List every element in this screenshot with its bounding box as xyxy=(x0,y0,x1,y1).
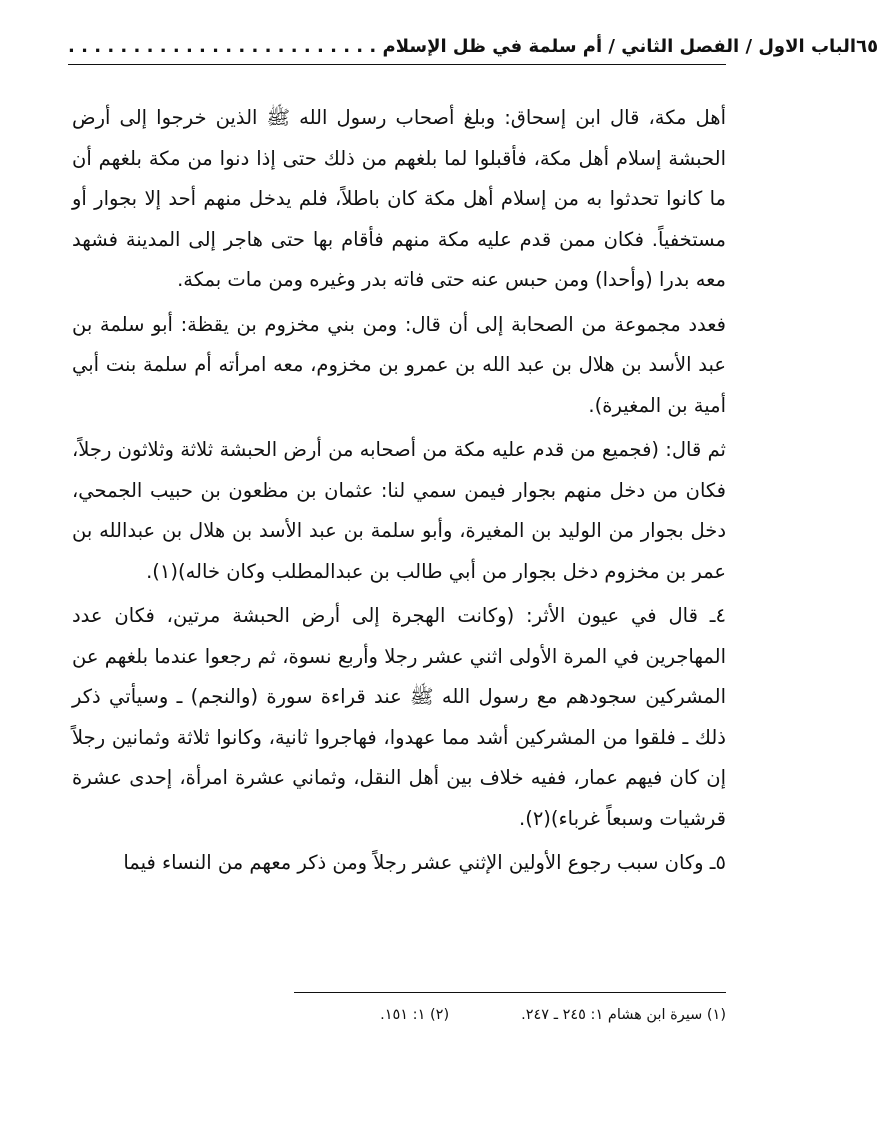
header-leader-dots: . . . . . . . . . . . . . . . . . . . . . . . . xyxy=(68,35,377,57)
paragraph-2: فعدد مجموعة من الصحابة إلى أن قال: ومن بني مخزوم بن يقظة: أبو سلمة بن عبد الأسد بن هلال بن عبد الله بن عمرو بن مخزوم، معه امرأته أم سلمة بنت أبي أمية بن المغيرة). xyxy=(72,312,726,417)
page-number: ٦٥ xyxy=(856,35,878,57)
header-title-text: الباب الاول / الفصل الثاني / أم سلمة في ظل الإسلام xyxy=(382,35,857,57)
footnote-divider xyxy=(294,992,726,993)
footnote-1: (١) سيرة ابن هشام ١: ٢٤٥ ـ ٢٤٧. xyxy=(521,1007,726,1023)
paragraph-3: ثم قال: (فجميع من قدم عليه مكة من أصحابه من أرض الحبشة ثلاثة وثلاثون رجلاً، فكان من دخل منهم بجوار فيمن سمي لنا: عثمان بن مظعون بن حبيب الجمحي، دخل بجوار من الوليد بن المغيرة، وأبو سلمة بن عبد الأسد بن هلال بن عبدالله بن عمر بن مخزوم دخل بجوار من أبي طالب بن عبدالمطلب وكان خاله)(١). xyxy=(72,438,726,583)
paragraph-5: ٥ـ وكان سبب رجوع الأولين الإثني عشر رجلاً ومن ذكر معهم من النساء فيما xyxy=(123,851,726,874)
footnotes xyxy=(200,1004,726,1026)
footnote-2: (٢) ١: ١٥١. xyxy=(380,1007,450,1023)
paragraph-1: أهل مكة، قال ابن إسحاق: وبلغ أصحاب رسول الله ﷺ الذين خرجوا إلى أرض الحبشة إسلام أهل مكة، فأقبلوا لما بلغهم من ذلك حتى إذا دنوا من مكة بلغهم أن ما كانوا تحدثوا به من إسلام أهل مكة كان باطلاً، فلم يدخل منهم أحد إلا بجوار أو مستخفياً. فكان ممن قدم عليه مكة منهم فأقام بها حتى هاجر إلى المدينة فشهد معه بدرا (وأحدا) ومن حبس عنه حتى فاته بدر وغيره ومن مات بمكة. xyxy=(72,106,726,291)
paragraph-4: ٤ـ قال في عيون الأثر: (وكانت الهجرة إلى أرض الحبشة مرتين، فكان عدد المهاجرين في المرة الأولى اثني عشر رجلا وأربع نسوة، ثم رجعوا عندما بلغهم عن المشركين سجودهم مع رسول الله ﷺ عند قراءة سورة (والنجم) ـ وسيأتي ذكر ذلك ـ فلقوا من المشركين أشد مما عهدوا، فهاجروا ثانية، وكانوا ثلاثة وثمانين رجلاً إن كان فيهم عمار، ففيه خلاف بين أهل النقل، وثماني عشرة امرأة، إحدى عشرة قرشيات وسبعاً غرباء)(٢). xyxy=(72,604,726,830)
header-title xyxy=(68,36,856,57)
main-text xyxy=(72,98,726,888)
running-header xyxy=(68,28,878,65)
